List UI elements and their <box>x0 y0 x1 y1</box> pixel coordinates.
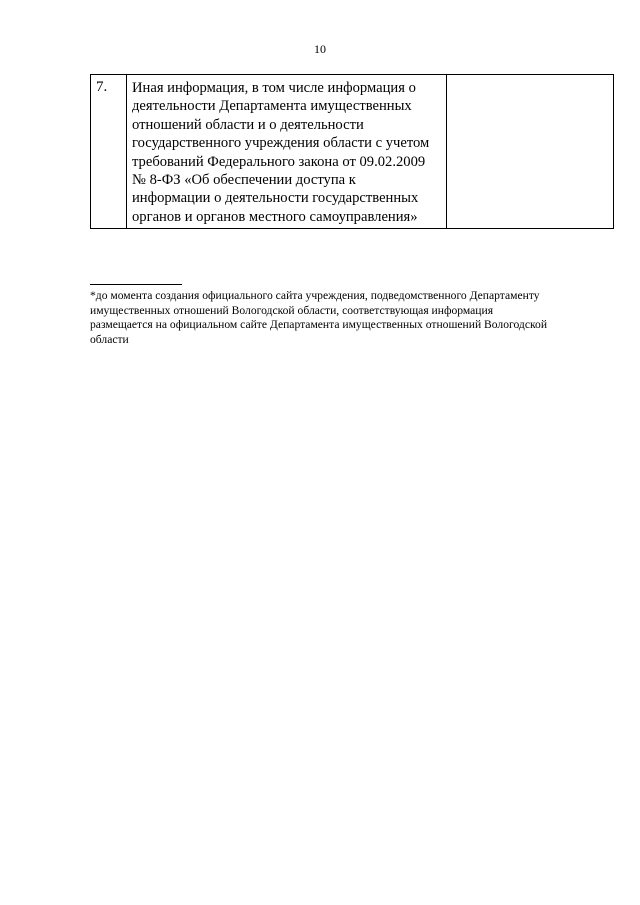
row-description <box>127 75 447 229</box>
description-line: информации о деятельности государственных <box>132 190 419 207</box>
footnote-divider <box>90 284 182 285</box>
description-line: № 8-ФЗ «Об обеспечении доступа к <box>132 172 356 189</box>
description-line: Иная информация, в том числе информация о <box>132 80 416 96</box>
footnote-line: *до момента создания официального сайта учреждения, подведомственного Департаменту <box>90 289 540 302</box>
footnote <box>90 289 620 347</box>
description-line: требований Федерального закона от 09.02.2009 <box>132 153 426 170</box>
row-number: 7. <box>91 75 127 229</box>
description-line: деятельности Департамента имущественных <box>132 98 412 115</box>
table-row <box>91 75 614 229</box>
footnote-line: размещается на официальном сайте Департамента имущественных отношений Вологодской <box>90 318 548 332</box>
description-line: государственного учреждения области с учетом <box>132 135 430 152</box>
info-table <box>90 74 614 229</box>
page-number: 10 <box>314 42 326 56</box>
footnote-line: области <box>90 332 129 346</box>
footnote-line: имущественных отношений Вологодской области, соответствующая информация <box>90 303 494 317</box>
row-placement-cell <box>447 75 614 229</box>
description-line: отношений области и о деятельности <box>132 116 364 133</box>
description-line: органов и органов местного самоуправления» <box>132 208 418 225</box>
